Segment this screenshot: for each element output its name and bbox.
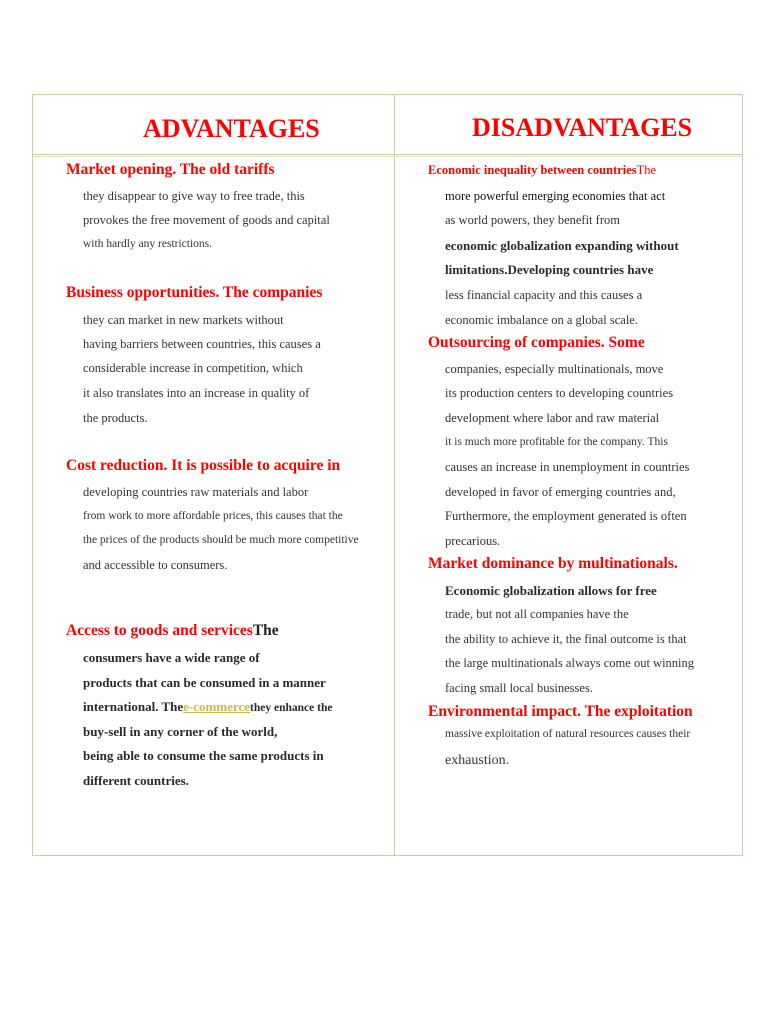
disadvantage-line: Furthermore, the employment generated is often: [445, 509, 687, 523]
disadvantage-line: facing small local businesses.: [445, 681, 593, 695]
advantage-line: from work to more affordable prices, this causes that the: [83, 510, 343, 522]
disadvantage-line: the ability to achieve it, the final outcome is that: [445, 632, 687, 646]
advantage-line: it also translates into an increase in quality of: [83, 386, 310, 400]
header-divider-shadow: [33, 156, 742, 157]
disadvantage-title-outsourcing: Outsourcing of companies. Some: [428, 334, 645, 351]
disadvantage-line: massive exploitation of natural resources causes their: [445, 728, 691, 740]
advantage-line: the products.: [83, 411, 148, 425]
advantage-title-cost-reduction: Cost reduction. It is possible to acquire in: [66, 457, 341, 474]
advantage-line: the prices of the products should be much more competitive: [83, 534, 359, 546]
advantage-line: with hardly any restrictions.: [83, 238, 213, 250]
disadvantage-line: it is much more profitable for the company. This: [445, 436, 668, 448]
disadvantage-line: trade, but not all companies have the: [445, 607, 629, 621]
advantage-line: being able to consume the same products in: [83, 748, 324, 763]
disadvantage-line: limitations.Developing countries have: [445, 262, 654, 277]
disadvantages-header: DISADVANTAGES: [472, 113, 693, 142]
advantage-title-access-goods: Access to goods and servicesThe: [66, 622, 279, 639]
advantage-line: and accessible to consumers.: [83, 558, 228, 572]
column-divider: [394, 95, 395, 855]
advantage-line-ecommerce: international. Thee-commercethey enhance the: [83, 699, 333, 714]
advantage-line: consumers have a wide range of: [83, 650, 260, 665]
disadvantage-line: economic imbalance on a global scale.: [445, 313, 638, 327]
disadvantage-line: exhaustion.: [445, 753, 510, 768]
advantage-line: different countries.: [83, 773, 189, 788]
advantages-header: ADVANTAGES: [143, 114, 320, 143]
comparison-table: [32, 94, 743, 856]
advantage-line: developing countries raw materials and labor: [83, 485, 309, 499]
advantage-title-business-opportunities: Business opportunities. The companies: [66, 284, 323, 301]
disadvantage-line: the large multinationals always come out winning: [445, 656, 695, 670]
advantage-line: having barriers between countries, this causes a: [83, 337, 321, 351]
advantage-line: buy-sell in any corner of the world,: [83, 724, 278, 739]
ecommerce-link[interactable]: e-commerce: [183, 699, 251, 714]
advantage-line: products that can be consumed in a manner: [83, 675, 326, 690]
disadvantage-line: development where labor and raw material: [445, 411, 660, 425]
disadvantage-line: precarious.: [445, 534, 501, 548]
disadvantage-line: its production centers to developing countries: [445, 386, 674, 400]
advantage-line: they disappear to give way to free trade, this: [83, 189, 305, 203]
disadvantage-title-environmental-impact: Environmental impact. The exploitation: [428, 703, 693, 720]
disadvantage-line: more powerful emerging economies that act: [445, 189, 666, 203]
disadvantage-line: as world powers, they benefit from: [445, 213, 620, 227]
disadvantage-line: economic globalization expanding without: [445, 238, 679, 253]
disadvantage-line: causes an increase in unemployment in countries: [445, 460, 690, 474]
advantage-line: provokes the free movement of goods and capital: [83, 213, 330, 227]
advantage-line: considerable increase in competition, which: [83, 361, 303, 375]
disadvantage-title-market-dominance: Market dominance by multinationals.: [428, 555, 678, 572]
advantage-title-market-opening: Market opening. The old tariffs: [66, 161, 275, 178]
header-divider: [33, 154, 742, 155]
advantage-line: they can market in new markets without: [83, 313, 284, 327]
disadvantage-line: less financial capacity and this causes a: [445, 288, 643, 302]
disadvantage-line: developed in favor of emerging countries and,: [445, 485, 676, 499]
disadvantage-line: Economic globalization allows for free: [445, 583, 657, 598]
disadvantage-title-economic-inequality: Economic inequality between countriesThe: [428, 163, 657, 177]
disadvantage-line: companies, especially multinationals, move: [445, 362, 664, 376]
